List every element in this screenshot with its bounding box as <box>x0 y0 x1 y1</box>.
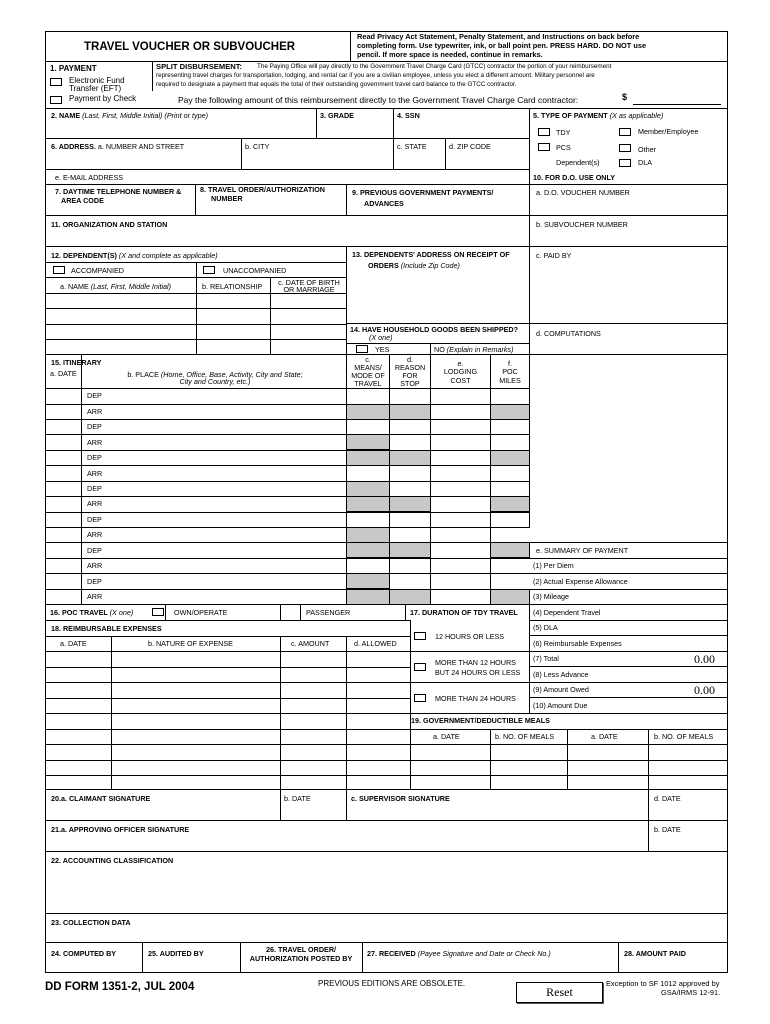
name-label <box>51 112 208 120</box>
payment-label: 1. PAYMENT <box>50 64 97 73</box>
itin-place-hint-1: (Home, Office, Base, Activity, City and State; <box>160 370 303 379</box>
itin-f-2: POC <box>502 367 518 376</box>
eft-label: Electronic Fund <box>69 76 125 85</box>
itin-c-1: c. <box>365 355 371 364</box>
hhg-no-text: NO <box>434 345 445 354</box>
reimb-date-label: a. DATE <box>60 639 87 648</box>
computations-label: d. COMPUTATIONS <box>536 329 601 338</box>
city-label: b. CITY <box>245 142 270 151</box>
dep-address-2 <box>368 262 460 270</box>
summary-item-1: (1) Per Diem <box>533 561 574 570</box>
duration-b2-label: BUT 24 HOURS OR LESS <box>435 668 521 677</box>
approving-date-label: b. DATE <box>654 825 681 834</box>
dep-hint: (X and complete as applicable) <box>118 251 218 260</box>
instructions-line-1: Read Privacy Act Statement, Penalty Statement, and Instructions on back before <box>357 32 640 41</box>
dob-label-1: c. DATE OF BIRTH <box>278 278 340 287</box>
eft-checkbox[interactable] <box>50 78 62 86</box>
itin-c-3: MODE OF <box>351 371 385 380</box>
itin-date-label: a. DATE <box>50 369 77 378</box>
name-hint: (Last, First, Middle Initial) (Print or type) <box>82 111 208 120</box>
duration-a-checkbox[interactable] <box>414 632 426 640</box>
itin-c-4: TRAVEL <box>354 379 382 388</box>
dollar-sign: $ <box>622 92 628 102</box>
summary-owed-value: 0.00 <box>694 683 715 697</box>
itin-row-0: DEP <box>87 391 102 400</box>
other-label: Other <box>638 145 656 154</box>
reimb-nature-label: b. NATURE OF EXPENSE <box>148 639 233 648</box>
exception-note-1: Exception to SF 1012 approved by <box>606 979 720 988</box>
itin-e-3: COST <box>450 376 471 385</box>
collection-label: 23. COLLECTION DATA <box>51 918 131 927</box>
claimant-date-label: b. DATE <box>284 794 311 803</box>
dep-name-hint: (Last, First, Middle Initial) <box>90 282 172 291</box>
type-payment-label <box>533 112 663 120</box>
do-use-label: 10. FOR D.O. USE ONLY <box>533 173 616 182</box>
paid-by-label: c. PAID BY <box>536 251 572 260</box>
form-title: TRAVEL VOUCHER OR SUBVOUCHER <box>84 41 296 53</box>
gtcc-amount-field[interactable] <box>633 104 721 105</box>
itin-e-2: LODGING <box>443 367 478 376</box>
meals-title: 19. GOVERNMENT/DEDUCTIBLE MEALS <box>411 716 550 725</box>
itin-row-9: ARR <box>87 530 103 539</box>
itin-row-12: DEP <box>87 577 102 586</box>
address-label <box>51 143 184 151</box>
unaccompanied-checkbox[interactable] <box>203 266 215 274</box>
type-payment-text: 5. TYPE OF PAYMENT <box>533 111 608 120</box>
dep-address-1: 13. DEPENDENTS' ADDRESS ON RECEIPT OF <box>352 250 510 259</box>
address-label-text: 6. ADDRESS. <box>51 142 96 151</box>
itin-row-11: ARR <box>87 561 103 570</box>
poc-title <box>50 609 133 617</box>
email-label: e. E-MAIL ADDRESS <box>55 173 124 182</box>
other-checkbox[interactable] <box>619 144 631 152</box>
summary-item-9: (9) Amount Owed <box>533 685 589 694</box>
duration-b-checkbox[interactable] <box>414 663 426 671</box>
pay-line: Pay the following amount of this reimbursement directly to the Government Travel Charge Card contractor: <box>178 95 579 105</box>
duration-c-label: MORE THAN 24 HOURS <box>435 694 516 703</box>
summary-total-value: 0.00 <box>694 652 715 666</box>
summary-item-5: (5) DLA <box>533 623 558 632</box>
dla-checkbox[interactable] <box>619 159 631 167</box>
hhg-yes-checkbox[interactable] <box>356 345 368 353</box>
check-checkbox[interactable] <box>50 96 62 104</box>
accompanied-checkbox[interactable] <box>53 266 65 274</box>
itinerary-title: 15. ITINERARY <box>51 358 102 367</box>
dep-title-text: 12. DEPENDENT(S) <box>51 251 117 260</box>
itin-e-1: e. <box>457 359 464 368</box>
prev-payments-1: 9. PREVIOUS GOVERNMENT PAYMENTS/ <box>352 188 494 197</box>
summary-item-4: (4) Dependent Travel <box>533 608 601 617</box>
summary-item-10: (10) Amount Due <box>533 701 588 710</box>
reset-button[interactable]: Reset <box>516 982 603 1003</box>
split-text-2: representing travel charges for transportation, lodging, and rental car if you are a civilian employee, unless you elect a different amount. Military personnel are <box>156 72 595 79</box>
hhg-hint: (X one) <box>369 333 393 342</box>
supervisor-date-label: d. DATE <box>654 794 681 803</box>
duration-c-checkbox[interactable] <box>414 694 426 702</box>
summary-item-7: (7) Total <box>533 654 559 663</box>
reimb-amount-label: c. AMOUNT <box>291 639 330 648</box>
instructions-line-3: pencil. If more space is needed, continue in remarks. <box>357 50 543 59</box>
itin-f-3: MILES <box>499 376 521 385</box>
order-label-2: NUMBER <box>211 194 243 203</box>
org-label: 11. ORGANIZATION AND STATION <box>51 220 168 229</box>
received-hint: (Payee Signature and Date or Check No.) <box>417 949 551 958</box>
hhg-no-hint: (Explain in Remarks) <box>446 345 514 354</box>
meals-date-1: a. DATE <box>433 732 460 741</box>
reimb-title: 18. REIMBURSABLE EXPENSES <box>51 624 162 633</box>
meals-no-2: b. NO. OF MEALS <box>654 732 714 741</box>
itin-row-13: ARR <box>87 592 103 601</box>
itin-row-3: ARR <box>87 438 103 447</box>
claimant-signature-label: 20.a. CLAIMANT SIGNATURE <box>51 794 151 803</box>
itin-c-2: MEANS/ <box>354 363 382 372</box>
approving-signature-label: 21.a. APPROVING OFFICER SIGNATURE <box>51 825 190 834</box>
type-payment-hint: (X as applicable) <box>609 111 664 120</box>
itin-row-10: DEP <box>87 546 102 555</box>
split-text-1: The Paying Office will pay directly to the Government Travel Charge Card (GTCC) contractor the portion of your reimbursement <box>257 63 612 70</box>
street-label: a. NUMBER AND STREET <box>97 142 185 151</box>
passenger-label: PASSENGER <box>306 608 351 617</box>
reimb-allowed-label: d. ALLOWED <box>354 639 397 648</box>
check-label: Payment by Check <box>69 94 137 103</box>
hhg-label: 14. HAVE HOUSEHOLD GOODS BEEN SHIPPED? <box>350 325 519 334</box>
amount-paid-label: 28. AMOUNT PAID <box>624 949 686 958</box>
instructions-line-2: completing form. Use typewriter, ink, or ball point pen. PRESS HARD. DO NOT use <box>357 41 647 50</box>
itin-row-6: DEP <box>87 484 102 493</box>
own-operate-checkbox[interactable] <box>152 608 164 616</box>
itin-row-1: ARR <box>87 407 103 416</box>
itin-f-1: f. <box>508 359 512 368</box>
posted-by-label-1: 26. TRAVEL ORDER/ <box>265 945 337 954</box>
split-text-3: required to designate a payment that equals the total of their outstanding government travel card balance to the GTCC contractor. <box>156 81 517 88</box>
name-label-text: 2. NAME <box>51 111 81 120</box>
order-label-1: 8. TRAVEL ORDER/AUTHORIZATION <box>200 185 325 194</box>
phone-label-2: AREA CODE <box>61 196 104 205</box>
member-checkbox[interactable] <box>619 128 631 136</box>
hhg-no-label <box>434 346 513 354</box>
summary-title: e. SUMMARY OF PAYMENT <box>536 546 629 555</box>
itin-row-2: DEP <box>87 422 102 431</box>
accounting-label: 22. ACCOUNTING CLASSIFICATION <box>51 856 174 865</box>
itin-d-2: REASON <box>394 363 426 372</box>
eft-label-2: Transfer (EFT) <box>69 84 122 93</box>
dep-title <box>51 252 218 260</box>
member-label: Member/Employee <box>638 127 699 136</box>
itin-row-5: ARR <box>87 469 103 478</box>
meals-date-2: a. DATE <box>591 732 618 741</box>
grade-label: 3. GRADE <box>320 111 354 120</box>
itin-row-4: DEP <box>87 453 102 462</box>
pcs-checkbox[interactable] <box>538 143 550 151</box>
received-label <box>367 950 551 958</box>
itin-d-4: STOP <box>400 379 420 388</box>
form-number: DD FORM 1351-2, JUL 2004 <box>45 981 195 993</box>
dependents-label: Dependent(s) <box>556 158 600 167</box>
own-operate-label: OWN/OPERATE <box>174 608 228 617</box>
dep-address-hint: (Include Zip Code) <box>400 261 460 270</box>
dep-name-text: a. NAME <box>60 282 89 291</box>
relationship-label: b. RELATIONSHIP <box>202 282 263 291</box>
received-text: 27. RECEIVED <box>367 949 416 958</box>
prev-payments-2: ADVANCES <box>364 199 404 208</box>
summary-item-2: (2) Actual Expense Allowance <box>533 577 628 586</box>
supervisor-signature-label: c. SUPERVISOR SIGNATURE <box>351 794 450 803</box>
split-title: SPLIT DISBURSEMENT: <box>156 62 243 71</box>
posted-by-label-2: AUTHORIZATION POSTED BY <box>249 954 353 963</box>
poc-hint: (X one) <box>109 608 134 617</box>
itin-d-1: d. <box>407 355 413 364</box>
dla-label: DLA <box>638 158 652 167</box>
itin-d-3: FOR <box>402 371 418 380</box>
dep-name-label <box>60 283 171 291</box>
subvoucher-label: b. SUBVOUCHER NUMBER <box>536 220 628 229</box>
dob-label-2: OR MARRIAGE <box>283 285 335 294</box>
exception-note-2: GSA/IRMS 12-91. <box>661 988 721 997</box>
itin-row-7: ARR <box>87 499 103 508</box>
itin-row-8: DEP <box>87 515 102 524</box>
ssn-label: 4. SSN <box>397 111 420 120</box>
obsolete-note: PREVIOUS EDITIONS ARE OBSOLETE. <box>318 979 466 988</box>
duration-b1-label: MORE THAN 12 HOURS <box>435 658 516 667</box>
phone-label-1: 7. DAYTIME TELEPHONE NUMBER & <box>55 187 182 196</box>
itin-place-hint-2: City and Country, etc.) <box>179 377 251 386</box>
hhg-yes-label: YES <box>375 345 390 354</box>
zip-label: d. ZIP CODE <box>449 142 491 151</box>
computed-by-label: 24. COMPUTED BY <box>51 949 117 958</box>
itin-place-text: b. PLACE <box>127 370 159 379</box>
duration-a-label: 12 HOURS OR LESS <box>435 632 505 641</box>
state-label: c. STATE <box>397 142 427 151</box>
accompanied-label: ACCOMPANIED <box>71 266 124 275</box>
tdy-label: TDY <box>556 128 571 137</box>
poc-title-text: 16. POC TRAVEL <box>50 608 108 617</box>
summary-item-8: (8) Less Advance <box>533 670 589 679</box>
unaccompanied-label: UNACCOMPANIED <box>223 266 287 275</box>
pcs-label: PCS <box>556 143 571 152</box>
meals-no-1: b. NO. OF MEALS <box>495 732 555 741</box>
tdy-checkbox[interactable] <box>538 128 550 136</box>
audited-by-label: 25. AUDITED BY <box>148 949 204 958</box>
do-voucher-label: a. D.O. VOUCHER NUMBER <box>536 188 630 197</box>
duration-title: 17. DURATION OF TDY TRAVEL <box>410 608 518 617</box>
summary-item-3: (3) Mileage <box>533 592 569 601</box>
dep-address-2-text: ORDERS <box>368 261 399 270</box>
summary-item-6: (6) Reimbursable Expenses <box>533 639 622 648</box>
